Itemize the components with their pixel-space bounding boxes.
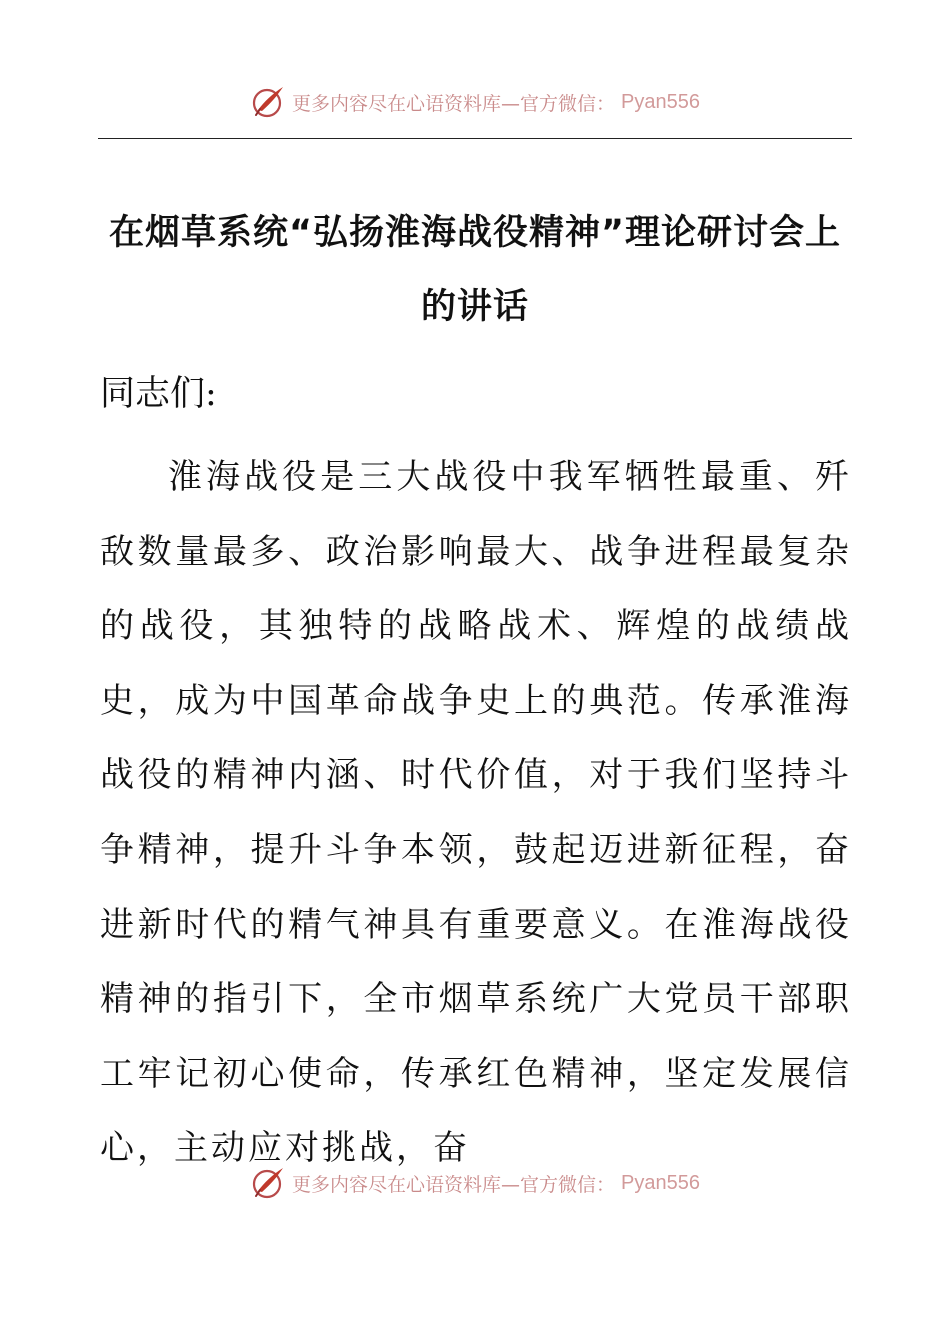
title-line-1: 在烟草系统“弘扬淮海战役精神”理论研讨会上 [108,213,841,253]
banner-text: 更多内容尽在心语资料库—官方微信： [292,92,616,115]
header-divider [98,138,852,139]
body-paragraph: 淮海战役是三大战役中我军牺牲最重、歼敌数量最多、政治影响最大、战争进程最复杂的战役，其独特的战略战术、辉煌的战绩战史，成为中国革命战争史上的典范。传承淮海战役的精神内涵、时代价值，对于我们坚持斗争精神，提升斗争本领，鼓起迈进新征程，奋进新时代的精气神具有重要意义。在淮海战役精神的指引下，全市烟草系统广大党员干部职工牢记初心使命，传承红色精神，坚定发展信心，主动应对挑战，奋 [100,457,852,1169]
wechat-id: Pyan556 [621,1171,700,1194]
salutation: 同志们: [100,374,217,414]
title-line-2: 的讲话 [420,287,529,327]
header-banner [0,82,950,122]
wechat-id: Pyan556 [621,90,700,113]
quill-logo-icon [250,1165,286,1201]
document-title [98,196,852,344]
banner-text: 更多内容尽在心语资料库—官方微信： [292,1173,616,1196]
footer-banner [0,1163,950,1203]
quill-logo-icon [250,84,286,120]
